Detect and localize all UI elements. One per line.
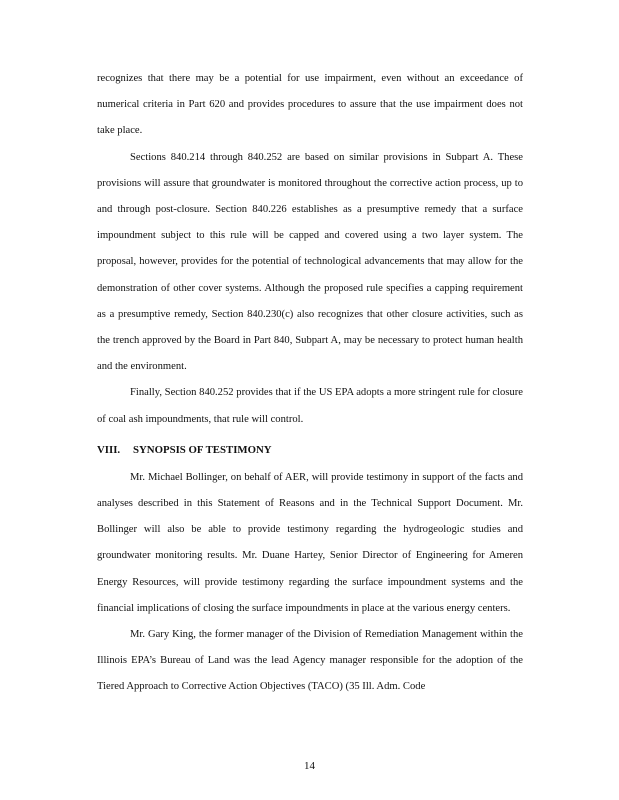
paragraph-bollinger-testimony: Mr. Michael Bollinger, on behalf of AER, will provide testimony in support of the facts and analyses described in this Statement of Reasons and in the Technical Support Document. Mr. Bollinger will also be able to provide testimony regarding the hydrogeologic studies and groundwater monitoring results. Mr. Duane Hartey, Senior Director of Engineering for Ameren Energy Resources, will provide testimony regarding the surface impoundment systems and the financial implications of closing the surface impoundments in place at the various energy centers.: [97, 471, 523, 614]
paragraph-section-840-252: Finally, Section 840.252 provides that if the US EPA adopts a more stringent rule for closure of coal ash impoundments, that rule will control.: [97, 387, 523, 425]
section-heading: [97, 437, 523, 463]
section-heading-number: VIII.: [97, 443, 121, 456]
document-body: [97, 66, 523, 701]
page-number: 14: [304, 760, 315, 772]
paragraph-sections-840-214: Sections 840.214 through 840.252 are based on similar provisions in Subpart A. These provisions will assure that groundwater is monitored throughout the corrective action process, up to and through post-closure. Section 840.226 establishes as a presumptive remedy that a surface impoundment subject to this rule will be capped and covered using a two layer system. The proposal, however, provides for the potential of technological advancements that may allow for the demonstration of other cover systems. Although the proposed rule specifies a capping requirement as a presumptive remedy, Section 840.230(c) also recognizes that other closure activities, such as the trench approved by the Board in Part 840, Subpart A, may be necessary to protect human health and the environment.: [97, 151, 523, 373]
section-heading-title: SYNOPSIS OF TESTIMONY: [133, 443, 272, 456]
paragraph-king-testimony: Mr. Gary King, the former manager of the Division of Remediation Management within the Illinois EPA’s Bureau of Land was the lead Agency manager responsible for the adoption of the Tiered Approach to Corrective Action Objectives (TACO) (35 Ill. Adm. Code: [97, 629, 523, 693]
paragraph-use-impairment: recognizes that there may be a potential for use impairment, even without an exceedance of numerical criteria in Part 620 and provides procedures to assure that the use impairment does not take place.: [97, 73, 523, 137]
